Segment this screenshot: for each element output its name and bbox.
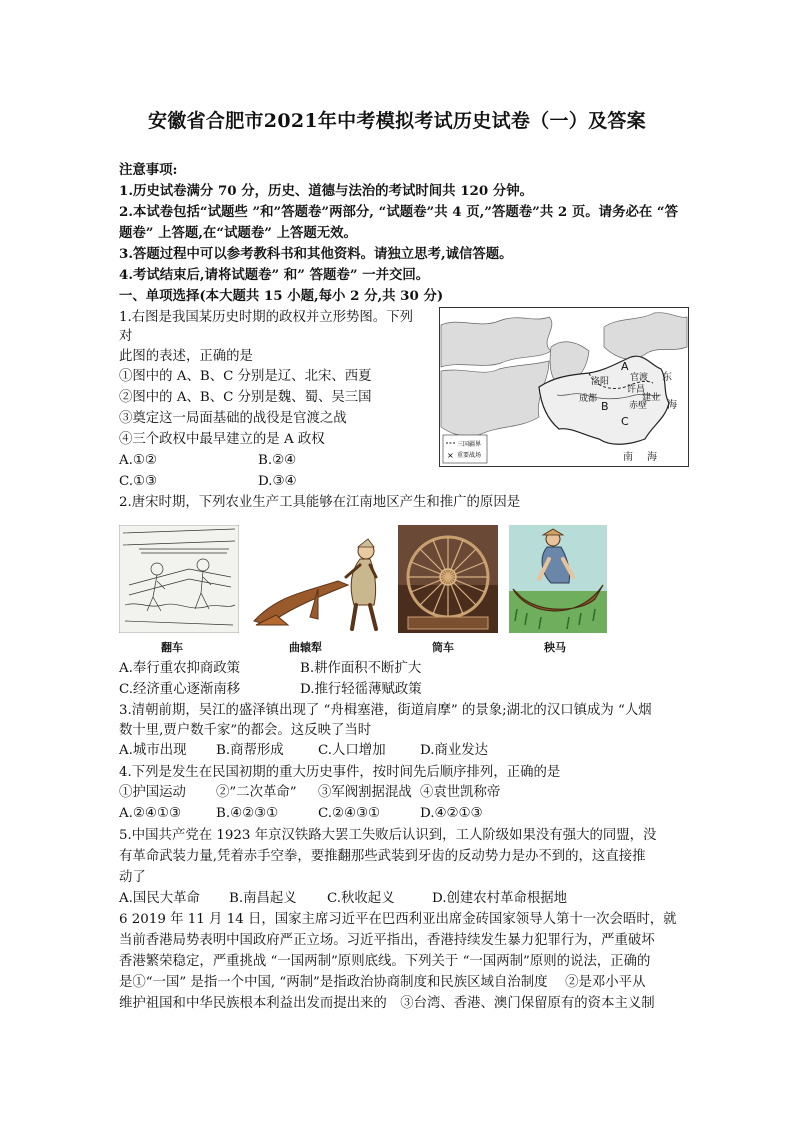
question-5-option: C.秋收起义 (327, 891, 395, 906)
map-label-east: 东 (662, 372, 672, 383)
question-3-line: 数十里,贾户数千家”的都会。这反映了当时 (119, 723, 372, 738)
question-4-event: ①护国运动 (119, 785, 186, 800)
question-5-line: 动了 (119, 870, 146, 885)
question-2-option: A.奉行重农抑商政策 (119, 661, 241, 676)
waterwheel-treadle-image (119, 525, 239, 633)
question-1-line: 对 (119, 329, 133, 344)
map-label-xuchang: 许昌 (627, 385, 646, 395)
notes-item: 1.历史试卷满分 70 分，历史、道德与法治的考试时间共 120 分钟。 (119, 183, 533, 199)
question-3-line: 3.清朝前期，吴江的盛泽镇出现了 “舟楫塞港，街道肩摩” 的景象;湖北的汉口镇成为 “人烟 (119, 703, 652, 718)
question-5-line: 有革命武装力量,凭着赤手空拳，要推翻那些武装到牙齿的反动势力是办不到的，这直接推 (119, 849, 646, 864)
question-3-option: B.商帮形成 (216, 743, 284, 758)
question-6-line: 当前香港局势表明中国政府严正立场。习近平指出，香港持续发生暴力犯罪行为，严重破坏 (119, 933, 655, 948)
map-label-c: C (621, 415, 629, 428)
map-label-sea: 海 (667, 400, 677, 411)
legend-border: 三国疆界 (457, 441, 482, 448)
map-label-a: A (621, 360, 629, 373)
image-caption-quyuanli: 曲辕犁 (289, 641, 322, 654)
question-5-line: 5.中国共产党在 1923 年京汉铁路大罢工失败后认识到，工人阶级如果没有强大的同盟，没 (119, 828, 657, 843)
notes-item: 4.考试结束后,请将试题卷” 和” 答题卷” 一并交回。 (119, 267, 430, 283)
map-label-luoyang: 洛阳 (591, 377, 610, 387)
image-caption-fanche: 翻车 (161, 641, 183, 654)
three-kingdoms-map (439, 307, 689, 467)
question-6-line: 维护祖国和中华民族根本利益出发而提出来的 ③台湾、香港、澳门保留原有的资本主义制 (119, 996, 655, 1011)
map-label-jianye: 建业 (642, 393, 661, 403)
notes-heading: 注意事项: (119, 162, 178, 178)
question-1-line: 此图的表述，正确的是 (119, 349, 253, 364)
question-5-option: A.国民大革命 (119, 891, 200, 906)
question-6-line: 是①“一国” 是指一个中国, “两制”是指政治协商制度和民族区域自治制度 ②是邓小平从 (119, 975, 646, 990)
question-1-option: D.③④ (258, 474, 297, 489)
section-heading: 一、单项选择(本大题共 15 小题,每小 2 分,共 30 分) (119, 288, 444, 304)
tube-wheel-image (398, 525, 498, 633)
question-5-option: B.南昌起义 (229, 891, 297, 906)
image-caption-tongche: 筒车 (432, 641, 454, 654)
curved-plough-image (248, 525, 386, 633)
question-4-option: C.②④③① (318, 806, 381, 821)
question-1-option: A.①② (119, 453, 157, 468)
question-6-line: 香港繁荣稳定，严重挑战 “一国两制”原则底线。下列关于 “一国两制”原则的说法，正确的 (119, 954, 651, 969)
notes-item: 2.本试卷包括“试题些 ”和”答题卷”两部分, “试题卷”共 4 页,”答题卷”共 2 页。请务必在 “答 (119, 204, 678, 220)
question-3-option: A.城市出现 (119, 743, 187, 758)
map-label-sea-2: 海 (647, 452, 657, 463)
question-1-option: C.①③ (119, 474, 158, 489)
question-4-stem: 4.下列是发生在民国初期的重大历史事件，按时间先后顺序排列，正确的是 (119, 765, 561, 780)
question-1-option: B.②④ (258, 453, 297, 468)
question-6-line: 6 2019 年 11 月 14 日，国家主席习近平在巴西利亚出席金砖国家领导人第十一次会晤时，就 (119, 912, 677, 927)
question-4-option: D.④②①③ (420, 806, 483, 821)
question-1-line: ②图中的 A、B、C 分别是魏、蜀、吴三国 (119, 390, 372, 405)
question-1-line: ③奠定这一局面基础的战役是官渡之战 (119, 411, 347, 426)
map-legend (443, 435, 487, 463)
map-label-south: 南 (623, 452, 633, 463)
question-4-event: ④袁世凯称帝 (420, 785, 501, 800)
seedling-horse-image (509, 525, 607, 633)
question-2-option: B.耕作面积不断扩大 (300, 661, 422, 676)
map-label-guandu: 官渡 (630, 373, 649, 383)
map-label-chengdu: 成都 (579, 394, 598, 404)
image-caption-yangma: 秧马 (544, 641, 566, 654)
battle-x-icon: × (447, 451, 454, 460)
question-4-event: ③军阀割据混战 (318, 785, 412, 800)
question-2-option: C.经济重心逐渐南移 (119, 682, 241, 697)
map-label-b: B (601, 400, 609, 413)
question-2-option: D.推行轻徭薄赋政策 (300, 682, 422, 697)
page-title: 安徽省合肥市2021年中考模拟考试历史试卷（一）及答案 (148, 110, 646, 132)
question-1-line: ①图中的 A、B、C 分别是辽、北宋、西夏 (119, 369, 372, 384)
map-label-chibi: 赤壁 (629, 401, 648, 411)
question-3-option: C.人口增加 (318, 743, 386, 758)
question-2-stem: 2.唐宋时期，下列农业生产工具能够在江南地区产生和推广的原因是 (119, 495, 521, 510)
question-1-line: ④三个政权中最早建立的是 A 政权 (119, 432, 325, 447)
question-5-option: D.创建农村革命根据地 (432, 891, 568, 906)
question-1-line: 1.右图是我国某历史时期的政权并立形势图。下列 (119, 310, 413, 325)
notes-item: 3.答题过程中可以参考教科书和其他资料。请独立思考,诚信答题。 (119, 246, 513, 262)
question-4-event: ②”二次革命” (216, 785, 297, 800)
legend-battlefield: 重要战场 (457, 452, 482, 459)
notes-item: 题卷” 上答题,在“试题卷” 上答题无效。 (119, 225, 357, 241)
question-3-option: D.商业发达 (420, 743, 489, 758)
question-4-option: A.②④①③ (119, 806, 181, 821)
question-4-option: B.④②③① (216, 806, 279, 821)
